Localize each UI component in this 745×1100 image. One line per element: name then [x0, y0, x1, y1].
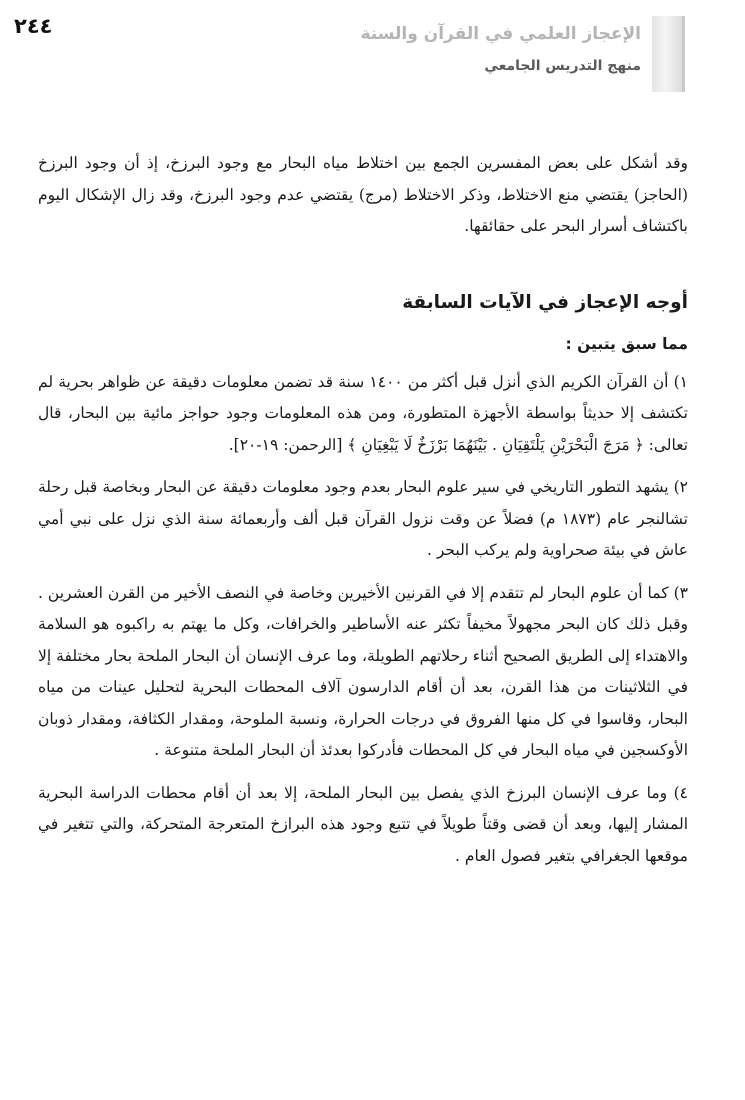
lead-line: مما سبق يتبين :: [565, 334, 688, 353]
section-heading: أوجه الإعجاز في الآيات السابقة: [402, 291, 688, 313]
intro-paragraph: وقد أشكل على بعض المفسرين الجمع بين اختلاط مياه البحار مع وجود البرزخ، إذ أن وجود البرزخ (الحاجز) يقتضي منع الاختلاط، وذكر الاختلاط (مرج) يقتضي عدم وجود البرزخ، وقد زال الإشكال اليوم باكتشاف أسرار البحر على حقائقها.: [38, 154, 688, 235]
point-3: ٣) كما أن علوم البحار لم تتقدم إلا في القرنين الأخيرين وخاصة في النصف الأخير من القرن العشرين . وقبل ذلك كان البحر مجهولاً مخيفاً تكثر عنه الأساطير والخرافات، وكل ما يهتم به راكبوه هو السلامة والاهتداء إلى الطريق الصحيح أثناء رحلاتهم الطويلة، وما عرف الإنسان أن البحار الملحة بحار مختلفة إلا في الثلاثينات من هذا القرن، بعد أن أقام الدارسون آلاف المحطات البحرية لتحليل عينات من مياه البحار، وقاسوا في كل منها الفروق في درجات الحرارة، ونسبة الملوحة، ومقدار الكثافة، ومقدار ذوبان الأوكسجين في مياه البحار في كل المحطات فأدركوا بعدئذ أن البحار الملحة متنوعة .: [38, 583, 688, 759]
page-header: [0, 0, 745, 110]
running-title: الإعجاز العلمي في القرآن والسنة: [360, 24, 641, 44]
point-1: ١) أن القرآن الكريم الذي أنزل قبل أكثر من ١٤٠٠ سنة قد تضمن معلومات دقيقة عن ظواهر بحرية لم تكتشف إلا حديثاً بواسطة الأجهزة المتطورة، ومن هذه المعلومات وجود حواجز مائية بين البحار، قال تعالى: ﴿ مَرَجَ الْبَحْرَيْنِ يَلْتَقِيَانِ . بَيْنَهُمَا بَرْزَخٌ لَا يَبْغِيَانِ ﴾ [الرحمن: ١٩-٢٠].: [38, 372, 688, 454]
point-2: ٢) يشهد التطور التاريخي في سير علوم البحار بعدم وجود معلومات دقيقة عن البحار وبخاصة قبل رحلة تشالنجر عام (١٨٧٣ م) فضلاً عن وقت نزول القرآن قبل ألف وأربعمائة سنة الذي نزل على نبي أمي عاش في بيئة صحراوية ولم يركب البحر .: [38, 478, 688, 559]
page-number: ٢٤٤: [14, 14, 53, 38]
running-subtitle: منهج التدريس الجامعي: [484, 58, 641, 74]
point-4: ٤) وما عرف الإنسان البرزخ الذي يفصل بين البحار الملحة، إلا بعد أن أقام محطات الدراسة البحرية المشار إليها، وبعد أن قضى وقتاً طويلاً في تتبع وجود هذه البرازخ المتعرجة المتحركة، والتي تتغير في موقعها الجغرافي بتغير فصول العام .: [38, 783, 688, 865]
page-body: [38, 148, 688, 883]
header-decoration: [652, 16, 685, 92]
